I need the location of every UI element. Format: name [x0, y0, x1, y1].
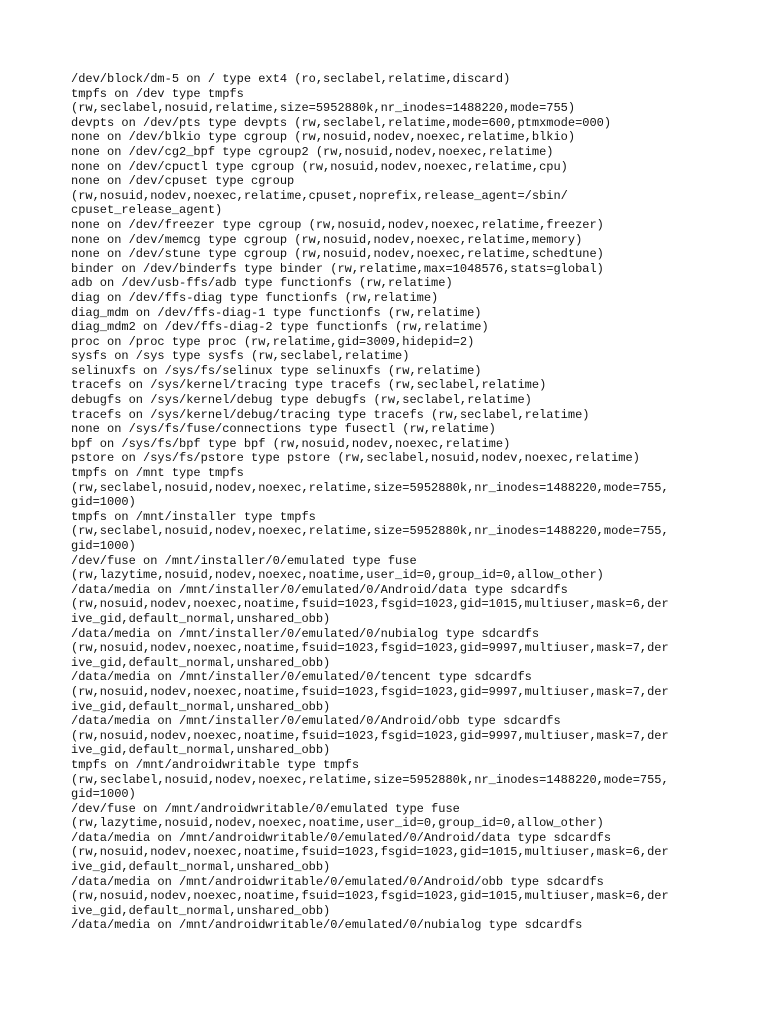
mount-output-line: ive_gid,default_normal,unshared_obb) — [71, 655, 331, 670]
mount-output-line: tmpfs on /mnt/androidwritable type tmpfs — [71, 757, 360, 772]
mount-output-line: ive_gid,default_normal,unshared_obb) — [71, 699, 331, 714]
mount-output-line: tracefs on /sys/kernel/debug/tracing type tracefs (rw,seclabel,relatime) — [71, 407, 590, 422]
mount-output-line: (rw,nosuid,nodev,noexec,noatime,fsuid=1023,fsgid=1023,gid=9997,multiuser,mask=7,der — [71, 728, 669, 743]
mount-output-line: none on /dev/cg2_bpf type cgroup2 (rw,nosuid,nodev,noexec,relatime) — [71, 144, 554, 159]
mount-output-line: /data/media on /mnt/androidwritable/0/emulated/0/nubialog type sdcardfs — [71, 918, 583, 933]
mount-output-line: /data/media on /mnt/installer/0/emulated/0/tencent type sdcardfs — [71, 670, 532, 685]
mount-output-line: none on /dev/memcg type cgroup (rw,nosuid,nodev,noexec,relatime,memory) — [71, 232, 583, 247]
mount-output-line: tracefs on /sys/kernel/tracing type tracefs (rw,seclabel,relatime) — [71, 378, 547, 393]
mount-output-line: proc on /proc type proc (rw,relatime,gid=3009,hidepid=2) — [71, 334, 475, 349]
mount-output-line: /data/media on /mnt/installer/0/emulated/0/Android/obb type sdcardfs — [71, 714, 561, 729]
mount-output-line: (rw,nosuid,nodev,noexec,relatime,cpuset,noprefix,release_agent=/sbin/ — [71, 188, 568, 203]
mount-output-line: /dev/fuse on /mnt/androidwritable/0/emulated type fuse — [71, 801, 460, 816]
mount-output-line: devpts on /dev/pts type devpts (rw,seclabel,relatime,mode=600,ptmxmode=000) — [71, 115, 612, 130]
mount-output-line: (rw,nosuid,nodev,noexec,noatime,fsuid=1023,fsgid=1023,gid=9997,multiuser,mask=7,der — [71, 641, 669, 656]
mount-output-line: none on /dev/cpuset type cgroup — [71, 174, 295, 189]
mount-output-line: selinuxfs on /sys/fs/selinux type selinuxfs (rw,relatime) — [71, 363, 482, 378]
mount-output-line: none on /dev/blkio type cgroup (rw,nosuid,nodev,noexec,relatime,blkio) — [71, 130, 576, 145]
mount-output-line: none on /sys/fs/fuse/connections type fusectl (rw,relatime) — [71, 422, 496, 437]
mount-output-line: (rw,nosuid,nodev,noexec,noatime,fsuid=1023,fsgid=1023,gid=9997,multiuser,mask=7,der — [71, 684, 669, 699]
mount-output-document — [71, 72, 711, 933]
mount-output-line: none on /dev/freezer type cgroup (rw,nosuid,nodev,noexec,relatime,freezer) — [71, 217, 604, 232]
mount-output-line: (rw,seclabel,nosuid,nodev,noexec,relatime,size=5952880k,nr_inodes=1488220,mode=755, — [71, 772, 669, 787]
mount-output-line: pstore on /sys/fs/pstore type pstore (rw,seclabel,nosuid,nodev,noexec,relatime) — [71, 451, 640, 466]
mount-output-line: sysfs on /sys type sysfs (rw,seclabel,relatime) — [71, 349, 410, 364]
mount-output-line: /data/media on /mnt/installer/0/emulated/0/nubialog type sdcardfs — [71, 626, 540, 641]
mount-output-line: bpf on /sys/fs/bpf type bpf (rw,nosuid,nodev,noexec,relatime) — [71, 436, 511, 451]
mount-output-line: ive_gid,default_normal,unshared_obb) — [71, 860, 331, 875]
mount-output-line: cpuset_release_agent) — [71, 203, 223, 218]
mount-output-line: (rw,nosuid,nodev,noexec,noatime,fsuid=1023,fsgid=1023,gid=1015,multiuser,mask=6,der — [71, 889, 669, 904]
mount-output-line: (rw,seclabel,nosuid,nodev,noexec,relatime,size=5952880k,nr_inodes=1488220,mode=755, — [71, 524, 669, 539]
mount-output-line: debugfs on /sys/kernel/debug type debugfs (rw,seclabel,relatime) — [71, 393, 532, 408]
mount-output-line: diag_mdm on /dev/ffs-diag-1 type functionfs (rw,relatime) — [71, 305, 482, 320]
mount-output-line: (rw,seclabel,nosuid,nodev,noexec,relatime,size=5952880k,nr_inodes=1488220,mode=755, — [71, 480, 669, 495]
mount-output-line: (rw,lazytime,nosuid,nodev,noexec,noatime,user_id=0,group_id=0,allow_other) — [71, 568, 604, 583]
mount-output-line: gid=1000) — [71, 495, 136, 510]
mount-output-line: none on /dev/cpuctl type cgroup (rw,nosuid,nodev,noexec,relatime,cpu) — [71, 159, 568, 174]
mount-output-line: tmpfs on /mnt type tmpfs — [71, 466, 244, 481]
mount-output-line: adb on /dev/usb-ffs/adb type functionfs (rw,relatime) — [71, 276, 453, 291]
mount-output-line: ive_gid,default_normal,unshared_obb) — [71, 611, 331, 626]
mount-output-line: diag on /dev/ffs-diag type functionfs (rw,relatime) — [71, 290, 439, 305]
mount-output-line: tmpfs on /mnt/installer type tmpfs — [71, 509, 316, 524]
mount-output-line: (rw,nosuid,nodev,noexec,noatime,fsuid=1023,fsgid=1023,gid=1015,multiuser,mask=6,der — [71, 597, 669, 612]
mount-output-line: gid=1000) — [71, 787, 136, 802]
mount-output-line: ive_gid,default_normal,unshared_obb) — [71, 743, 331, 758]
mount-output-line: (rw,seclabel,nosuid,relatime,size=5952880k,nr_inodes=1488220,mode=755) — [71, 101, 576, 116]
mount-output-line: gid=1000) — [71, 539, 136, 553]
mount-output-line: (rw,nosuid,nodev,noexec,noatime,fsuid=1023,fsgid=1023,gid=1015,multiuser,mask=6,der — [71, 845, 669, 860]
mount-output-line: none on /dev/stune type cgroup (rw,nosuid,nodev,noexec,relatime,schedtune) — [71, 247, 604, 262]
mount-output-line: /dev/block/dm-5 on / type ext4 (ro,seclabel,relatime,discard) — [71, 72, 511, 86]
mount-output-line: /data/media on /mnt/androidwritable/0/emulated/0/Android/data type sdcardfs — [71, 830, 612, 845]
mount-output-line: tmpfs on /dev type tmpfs — [71, 86, 244, 101]
mount-output-line: /data/media on /mnt/installer/0/emulated/0/Android/data type sdcardfs — [71, 582, 568, 597]
mount-output-line: (rw,lazytime,nosuid,nodev,noexec,noatime,user_id=0,group_id=0,allow_other) — [71, 816, 604, 831]
mount-output-line: binder on /dev/binderfs type binder (rw,relatime,max=1048576,stats=global) — [71, 261, 604, 276]
mount-output-line: diag_mdm2 on /dev/ffs-diag-2 type functionfs (rw,relatime) — [71, 320, 489, 335]
mount-output-line: /dev/fuse on /mnt/installer/0/emulated type fuse — [71, 553, 417, 568]
mount-output-line: ive_gid,default_normal,unshared_obb) — [71, 903, 331, 918]
mount-output-line: /data/media on /mnt/androidwritable/0/emulated/0/Android/obb type sdcardfs — [71, 874, 604, 889]
